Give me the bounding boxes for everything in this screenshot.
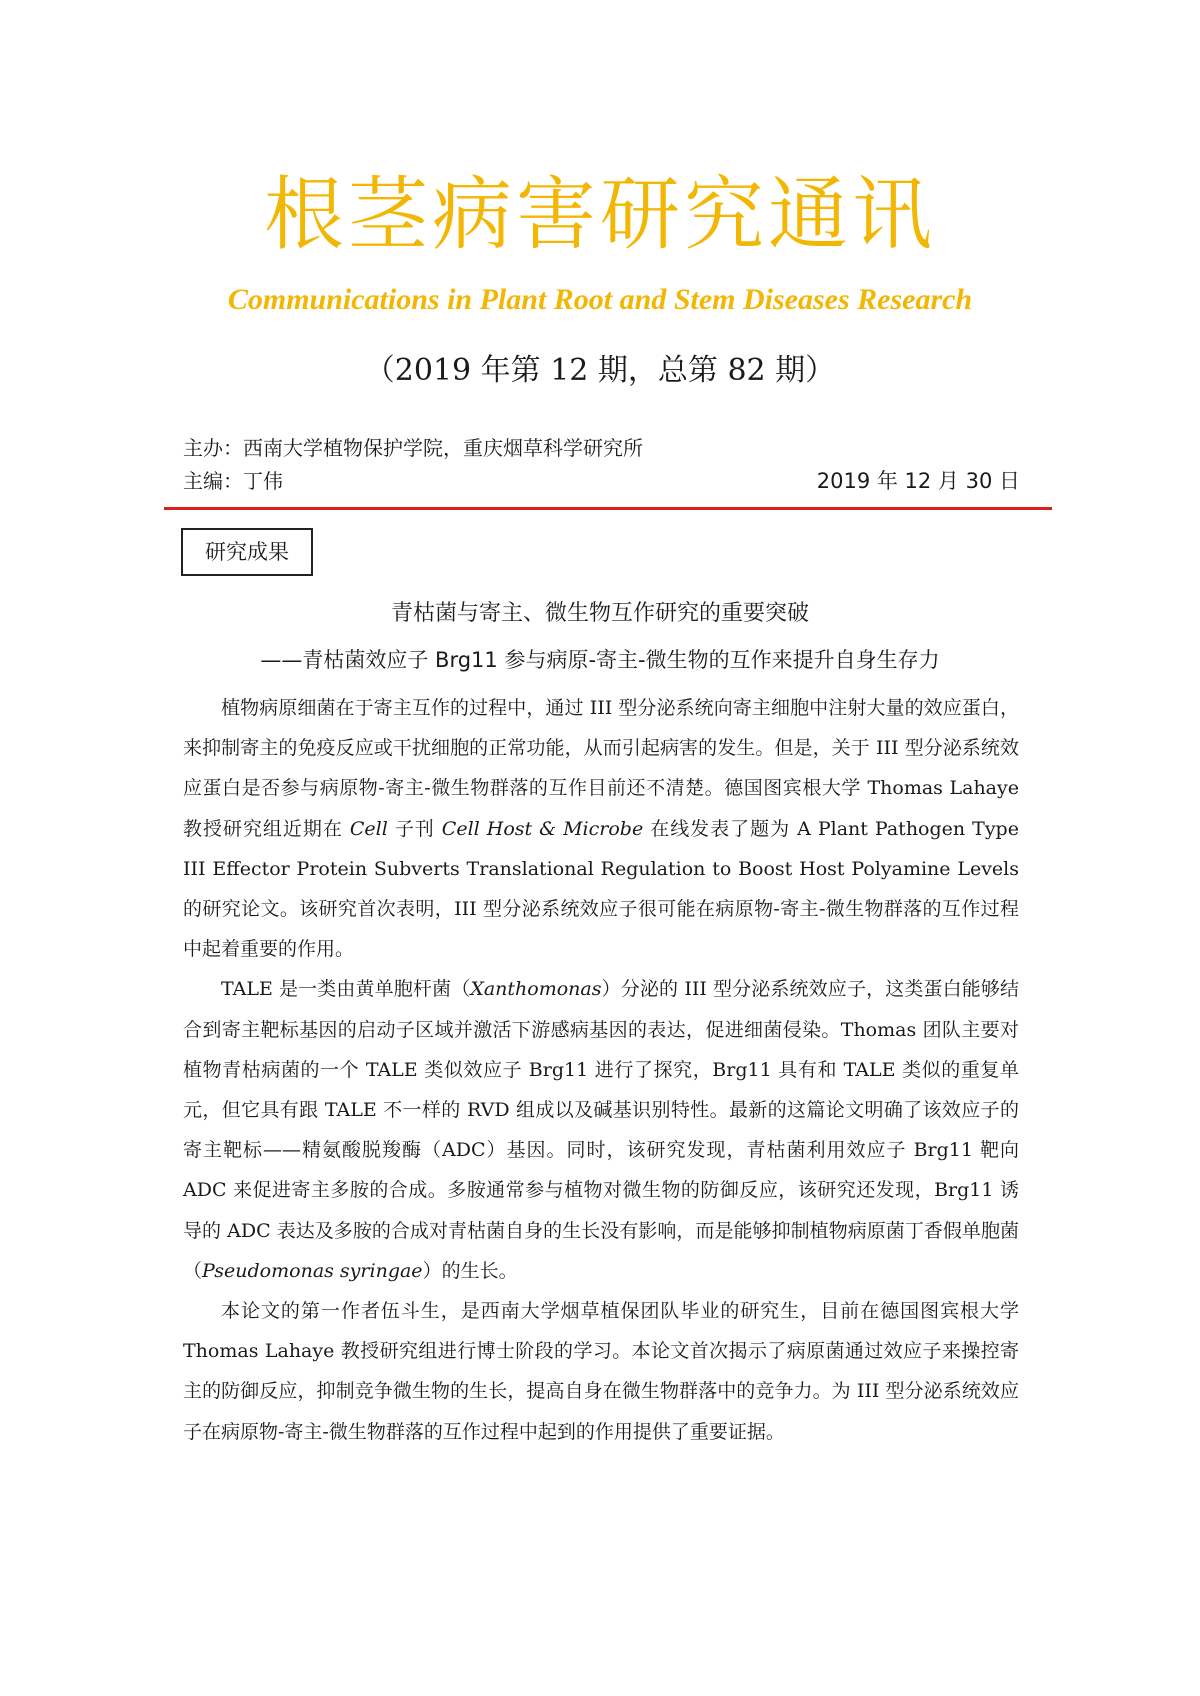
- header-divider: [164, 507, 1052, 510]
- editor-line: 主编：丁伟: [183, 469, 283, 493]
- sponsor-line: 主办：西南大学植物保护学院，重庆烟草科学研究所: [183, 436, 643, 460]
- article-body: [183, 688, 1019, 1452]
- publication-date: 2019 年 12 月 30 日: [816, 469, 1020, 493]
- issue-number: （2019 年第 12 期，总第 82 期）: [364, 353, 836, 388]
- paragraph-1: 植物病原细菌在于寄主互作的过程中，通过 III 型分泌系统向寄主细胞中注射大量的效应蛋白，来抑制寄主的免疫反应或干扰细胞的正常功能，从而引起病害的发生。但是，关于 III 型分泌系统效应蛋白是否参与病原物-寄主-微生物群落的互作目前还不清楚。德国图宾根大学 Thomas Lahaye 教授研究组近期在 Cell 子刊 Cell Host & Microbe 在线发表了题为 A Plant Pathogen Type III Effector Protein Subverts Translational Regulation to Boost Host Polyamine Levels 的研究论文。该研究首次表明，III 型分泌系统效应子很可能在病原物-寄主-微生物群落的互作过程中起着重要的作用。: [183, 697, 1019, 961]
- paragraph-2: TALE 是一类由黄单胞杆菌（Xanthomonas）分泌的 III 型分泌系统效应子，这类蛋白能够结合到寄主靶标基因的启动子区域并激活下游感病基因的表达，促进细菌侵染。Thomas 团队主要对植物青枯病菌的一个 TALE 类似效应子 Brg11 进行了探究，Brg11 具有和 TALE 类似的重复单元，但它具有跟 TALE 不一样的 RVD 组成以及碱基识别特性。最新的这篇论文明确了该效应子的寄主靶标——精氨酸脱羧酶（ADC）基因。同时，该研究发现，青枯菌利用效应子 Brg11 靶向 ADC 来促进寄主多胺的合成。多胺通常参与植物对微生物的防御反应，该研究还发现，Brg11 诱导的 ADC 表达及多胺的合成对青枯菌自身的生长没有影响，而是能够抑制植物病原菌丁香假单胞菌（Pseudomonas syringae）的生长。: [183, 978, 1019, 1282]
- article-headline: 青枯菌与寄主、微生物互作研究的重要突破: [390, 601, 809, 626]
- article-subheadline: ——青枯菌效应子 Brg11 参与病原-寄主-微生物的互作来提升自身生存力: [260, 648, 940, 672]
- newsletter-title-cn: 根茎病害研究通讯: [264, 168, 936, 261]
- paragraph-3: 本论文的第一作者伍斗生，是西南大学烟草植保团队毕业的研究生，目前在德国图宾根大学 Thomas Lahaye 教授研究组进行博士阶段的学习。本论文首次揭示了病原菌通过效应子来操控寄主的防御反应，抑制竞争微生物的生长，提高自身在微生物群落中的竞争力。为 III 型分泌系统效应子在病原物-寄主-微生物群落的互作过程中起到的作用提供了重要证据。: [183, 1300, 1019, 1443]
- section-label: 研究成果: [181, 528, 313, 576]
- newsletter-title-en: Communications in Plant Root and Stem Diseases Research: [227, 283, 973, 316]
